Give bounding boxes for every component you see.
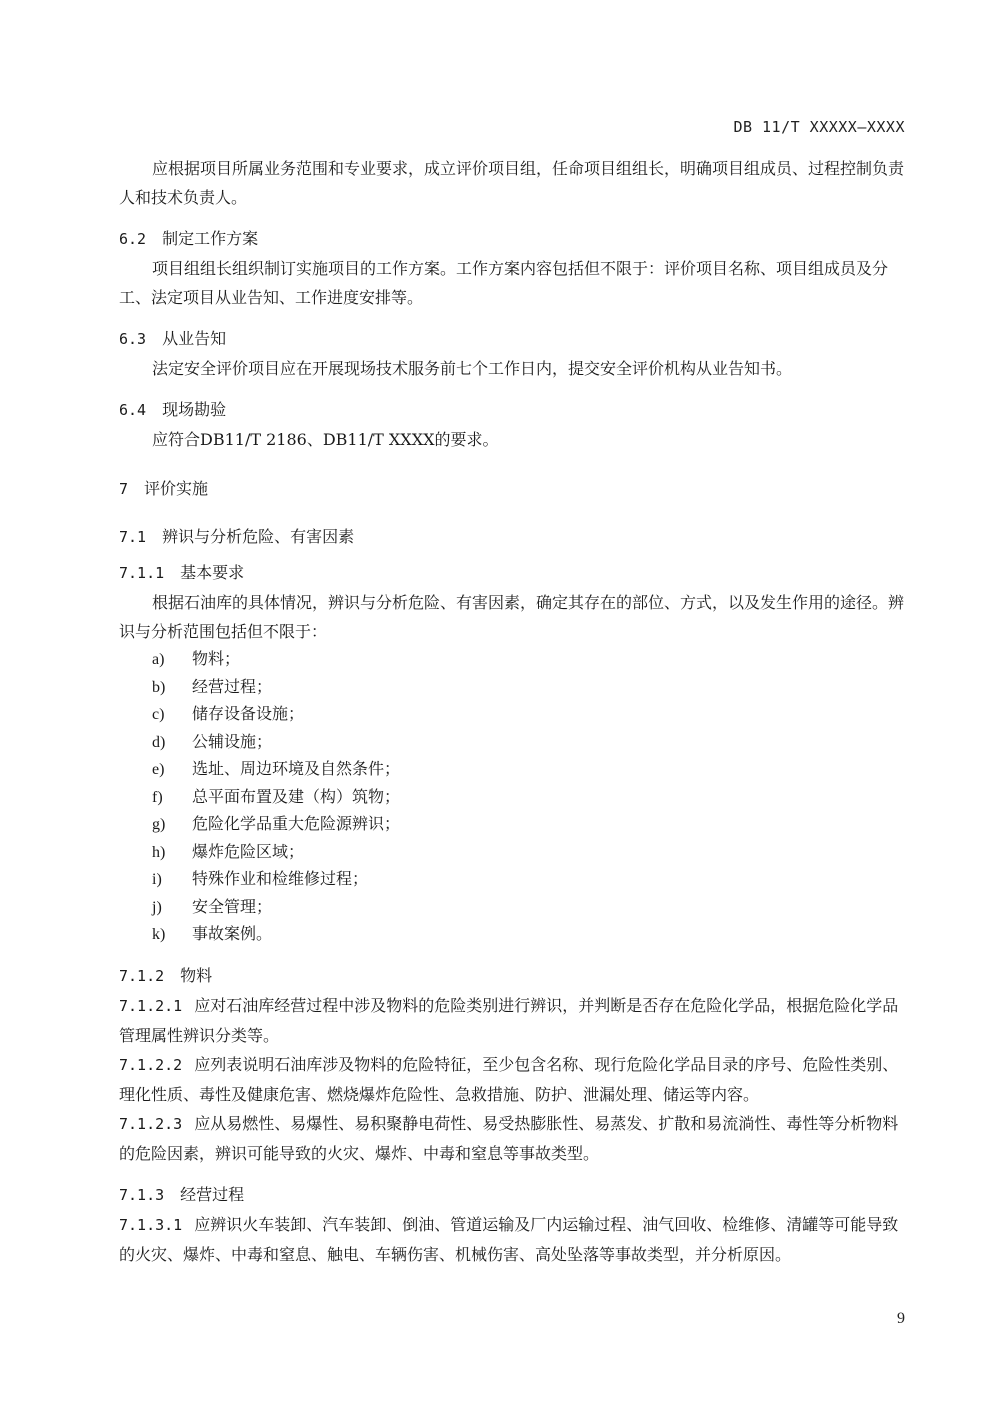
list-item [152, 921, 906, 949]
section-number: 7.1 [119, 528, 147, 546]
list-item-text: 事故案例。 [192, 924, 273, 943]
list-item-text: 公辅设施； [192, 731, 273, 751]
section-number: 7.1.2 [119, 966, 165, 985]
clause-7-1-2-3 [119, 1109, 906, 1168]
heading-6-4 [119, 395, 906, 425]
clause-number: 7.1.2.3 [119, 1114, 183, 1133]
section-title: 现场勘验 [162, 400, 227, 419]
section-title: 辨识与分析危险、有害因素 [162, 527, 355, 546]
section-number: 7 [119, 480, 129, 498]
list-marker: j) [152, 898, 162, 916]
list-item-text: 特殊作业和检维修过程； [192, 869, 369, 888]
identification-scope-list [152, 646, 906, 949]
list-marker: k) [152, 926, 166, 943]
list-item-text: 经营过程； [192, 676, 273, 696]
clause-7-1-2-2 [119, 1050, 906, 1109]
section-number: 6.4 [119, 401, 147, 419]
clause-number: 7.1.3.1 [119, 1215, 183, 1234]
clause-7-1-2-1 [119, 991, 906, 1050]
list-item-text: 爆炸危险区域； [192, 841, 305, 861]
section-title: 经营过程 [180, 1184, 245, 1204]
list-item-text: 物料； [192, 649, 241, 668]
list-marker: b) [152, 678, 166, 696]
clause-text: 应从易燃性、易爆性、易积聚静电荷性、易受热膨胀性、易蒸发、扩散和易流淌性、毒性等分析物料的危险因素，辨识可能导致的火灾、爆炸、中毒和窒息等事故类型。 [119, 1113, 899, 1163]
list-item-text: 安全管理； [192, 896, 273, 916]
list-item-text: 总平面布置及建（构）筑物； [192, 786, 401, 806]
paragraph-6-4: 应符合DB11/T 2186、DB11/T XXXX的要求。 [152, 430, 499, 449]
clause-text: 应列表说明石油库涉及物料的危险特征，至少包含名称、现行危险化学品目录的序号、危险性类别、理化性质、毒性及健康危害、燃烧爆炸危险性、急救措施、防护、泄漏处理、储运等内容。 [119, 1054, 899, 1104]
section-title: 制定工作方案 [162, 229, 259, 248]
list-item-text: 储存设备设施； [192, 704, 305, 723]
section-title: 物料 [180, 965, 213, 985]
list-marker: d) [152, 733, 166, 751]
page-number: 9 [897, 1310, 905, 1327]
list-item-text: 危险化学品重大危险源辨识； [192, 814, 401, 833]
clause-number: 7.1.2.2 [119, 1055, 183, 1074]
heading-7-1-1 [119, 558, 906, 588]
section-title: 从业告知 [162, 329, 227, 348]
page-content [119, 154, 906, 1269]
list-item [152, 674, 906, 702]
paragraph-6-3: 法定安全评价项目应在开展现场技术服务前七个工作日内，提交安全评价机构从业告知书。 [152, 359, 793, 378]
heading-6-3 [119, 324, 906, 354]
list-item [152, 866, 906, 894]
list-item [152, 894, 906, 922]
section-title: 基本要求 [180, 563, 245, 582]
section-number: 6.3 [119, 330, 147, 348]
paragraph-7-1-1: 根据石油库的具体情况，辨识与分析危险、有害因素，确定其存在的部位、方式，以及发生作用的途径。辨识与分析范围包括但不限于： [119, 593, 905, 641]
heading-7 [119, 474, 906, 504]
list-item [152, 839, 906, 867]
list-marker: h) [152, 843, 166, 861]
heading-7-1 [119, 522, 906, 552]
list-item [152, 811, 906, 839]
list-marker: a) [152, 651, 165, 668]
heading-7-1-2 [119, 961, 906, 991]
list-marker: g) [152, 816, 166, 833]
section-title: 评价实施 [144, 479, 209, 498]
paragraph-6-2: 项目组组长组织制订实施项目的工作方案。工作方案内容包括但不限于：评价项目名称、项目组成员及分工、法定项目从业告知、工作进度安排等。 [119, 259, 889, 307]
section-number: 7.1.1 [119, 564, 165, 582]
list-item [152, 646, 906, 674]
heading-6-2 [119, 224, 906, 254]
list-item [152, 784, 906, 812]
clause-number: 7.1.2.1 [119, 996, 183, 1015]
standard-code: DB 11/T XXXXX—XXXX [733, 118, 905, 136]
list-marker: f) [152, 788, 163, 806]
heading-7-1-3 [119, 1180, 906, 1210]
intro-paragraph: 应根据项目所属业务范围和专业要求，成立评价项目组，任命项目组组长，明确项目组成员、过程控制负责人和技术负责人。 [119, 159, 905, 207]
section-number: 6.2 [119, 230, 147, 248]
list-marker: c) [152, 706, 165, 723]
clause-7-1-3-1 [119, 1210, 906, 1269]
clause-text: 应辨识火车装卸、汽车装卸、倒油、管道运输及厂内运输过程、油气回收、检维修、清罐等可能导致的火灾、爆炸、中毒和窒息、触电、车辆伤害、机械伤害、高处坠落等事故类型，并分析原因。 [119, 1214, 899, 1264]
list-item [152, 729, 906, 757]
list-item [152, 756, 906, 784]
list-marker: i) [152, 871, 162, 888]
list-item [152, 701, 906, 729]
clause-text: 应对石油库经营过程中涉及物料的危险类别进行辨识，并判断是否存在危险化学品，根据危险化学品管理属性辨识分类等。 [119, 995, 899, 1045]
list-item-text: 选址、周边环境及自然条件； [192, 759, 401, 778]
section-number: 7.1.3 [119, 1185, 165, 1204]
list-marker: e) [152, 761, 165, 778]
